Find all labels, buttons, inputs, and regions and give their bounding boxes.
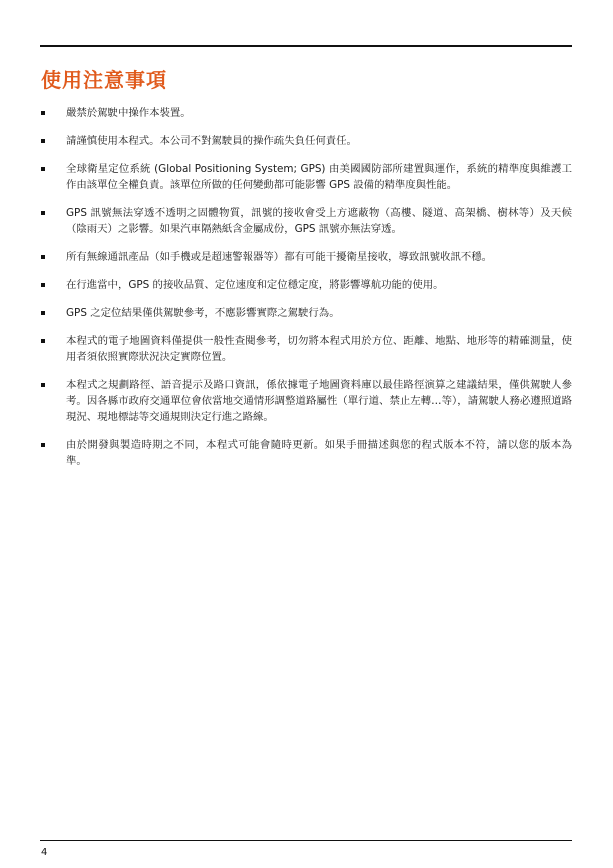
list-item — [40, 161, 572, 193]
list-item — [40, 377, 572, 425]
list-item — [40, 305, 572, 321]
note-text: 所有無線通訊產品（如手機或是超速警報器等）都有可能干擾衛星接收，導致訊號收訊不穩。 — [66, 251, 493, 263]
square-bullet-icon — [41, 139, 45, 143]
page-title: 使用注意事項 — [41, 68, 167, 92]
note-text: 全球衛星定位系統 (Global Positioning System; GPS) 由美國國防部所建置與運作，系統的精準度與維護工作由該單位全權負責。該單位所做的任何變動都可能影響 GPS 設備的精準度與性能。 — [66, 163, 572, 191]
list-item — [40, 333, 572, 365]
note-text: GPS 之定位結果僅供駕駛參考，不應影響實際之駕駛行為。 — [66, 307, 340, 319]
note-text: 嚴禁於駕駛中操作本裝置。 — [66, 107, 191, 119]
note-text: 請謹慎使用本程式。本公司不對駕駛員的操作疏失負任何責任。 — [66, 135, 357, 147]
note-text: 由於開發與製造時期之不同，本程式可能會隨時更新。如果手冊描述與您的程式版本不符，請以您的版本為準。 — [66, 439, 572, 467]
list-item — [40, 205, 572, 237]
list-item — [40, 133, 572, 149]
list-item — [40, 105, 572, 121]
note-text: 本程式的電子地圖資料僅提供一般性查閱參考，切勿將本程式用於方位、距離、地點、地形等的精確測量，使用者須依照實際狀況決定實際位置。 — [66, 335, 572, 363]
square-bullet-icon — [41, 283, 45, 287]
list-item — [40, 437, 572, 469]
footer-rule — [40, 840, 572, 841]
note-text: 在行進當中，GPS 的接收品質、定位速度和定位穩定度，將影響導航功能的使用。 — [66, 279, 444, 291]
square-bullet-icon — [41, 167, 45, 171]
note-text: GPS 訊號無法穿透不透明之固體物質，訊號的接收會受上方遮蔽物（高樓、隧道、高架橋、樹林等）及天候（陰雨天）之影響。如果汽車隔熱紙含金屬成份，GPS 訊號亦無法穿透。 — [66, 207, 572, 235]
square-bullet-icon — [41, 111, 45, 115]
list-item — [40, 277, 572, 293]
page-number: 4 — [41, 847, 48, 858]
square-bullet-icon — [41, 383, 45, 387]
list-item — [40, 249, 572, 265]
square-bullet-icon — [41, 339, 45, 343]
square-bullet-icon — [41, 443, 45, 447]
square-bullet-icon — [41, 311, 45, 315]
square-bullet-icon — [41, 211, 45, 215]
header-rule — [40, 45, 572, 47]
notes-list — [40, 105, 572, 481]
square-bullet-icon — [41, 255, 45, 259]
note-text: 本程式之規劃路徑、語音提示及路口資訊，係依據電子地圖資料庫以最佳路徑演算之建議結果，僅供駕駛人參考。因各縣市政府交通單位會依當地交通情形調整道路屬性（單行道、禁止左轉…等），請駕駛人務必遵照道路現況、現地標誌等交通規則決定行進之路線。 — [66, 379, 572, 423]
